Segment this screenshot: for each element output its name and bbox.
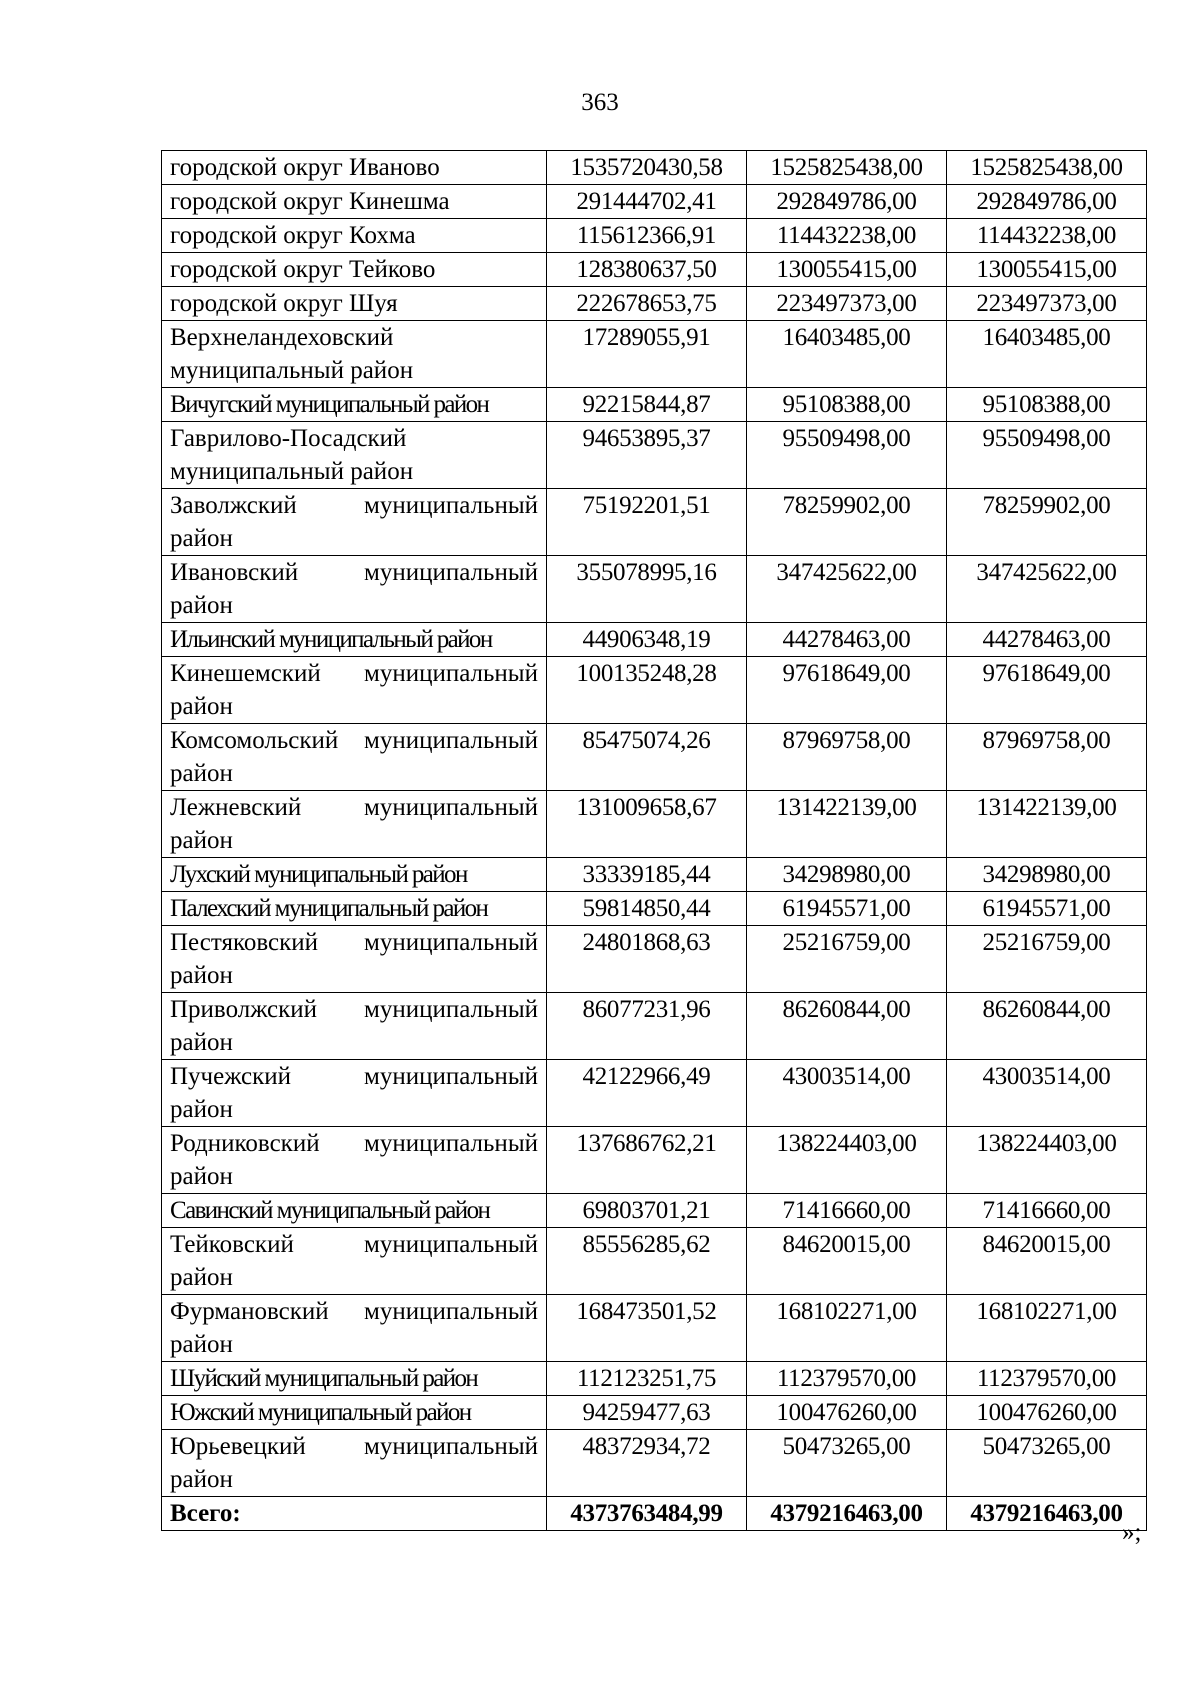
value-2: 138224403,00 (747, 1127, 947, 1194)
table-row (162, 1127, 1147, 1194)
value-3: 100476260,00 (947, 1396, 1147, 1430)
value-1: 128380637,50 (547, 253, 747, 287)
value-1: 112123251,75 (547, 1362, 747, 1396)
municipality-name: городской округ Тейково (162, 253, 547, 287)
value-2: 95509498,00 (747, 422, 947, 489)
value-3: 43003514,00 (947, 1060, 1147, 1127)
table-row (162, 791, 1147, 858)
table-row (162, 422, 1147, 489)
value-1: 291444702,41 (547, 185, 747, 219)
value-1: 85475074,26 (547, 724, 747, 791)
table-row (162, 1396, 1147, 1430)
table-row (162, 1194, 1147, 1228)
value-1: 222678653,75 (547, 287, 747, 321)
municipality-name: Савинский муниципальный район (162, 1194, 547, 1228)
value-3: 223497373,00 (947, 287, 1147, 321)
value-2: 114432238,00 (747, 219, 947, 253)
municipality-name: Лухский муниципальный район (162, 858, 547, 892)
value-2: 16403485,00 (747, 321, 947, 388)
table-row (162, 388, 1147, 422)
page-number: 363 (581, 89, 619, 116)
table-row (162, 253, 1147, 287)
value-2: 44278463,00 (747, 623, 947, 657)
value-2: 95108388,00 (747, 388, 947, 422)
value-2: 168102271,00 (747, 1295, 947, 1362)
value-2: 97618649,00 (747, 657, 947, 724)
closing-quote-mark: »; (1122, 1519, 1142, 1546)
value-3: 25216759,00 (947, 926, 1147, 993)
municipality-name: Ивановский муниципальный район (162, 556, 547, 623)
value-2: 223497373,00 (747, 287, 947, 321)
municipality-name: Юрьевецкий муниципальный район (162, 1430, 547, 1497)
value-3: 130055415,00 (947, 253, 1147, 287)
table-row (162, 657, 1147, 724)
value-2: 78259902,00 (747, 489, 947, 556)
value-1: 75192201,51 (547, 489, 747, 556)
table-row (162, 287, 1147, 321)
municipality-name: Заволжский муниципальный район (162, 489, 547, 556)
table-row (162, 489, 1147, 556)
value-2: 130055415,00 (747, 253, 947, 287)
value-3: 97618649,00 (947, 657, 1147, 724)
value-1: 42122966,49 (547, 1060, 747, 1127)
municipality-name: Верхнеландеховский муниципальный район (162, 321, 547, 388)
value-3: 292849786,00 (947, 185, 1147, 219)
municipality-name: Ильинский муниципальный район (162, 623, 547, 657)
value-1: 137686762,21 (547, 1127, 747, 1194)
table-row (162, 1295, 1147, 1362)
value-2: 43003514,00 (747, 1060, 947, 1127)
municipality-name: Комсомольский муниципальный район (162, 724, 547, 791)
municipality-name: городской округ Кохма (162, 219, 547, 253)
value-1: 85556285,62 (547, 1228, 747, 1295)
value-1: 24801868,63 (547, 926, 747, 993)
table-row (162, 858, 1147, 892)
municipality-name: Шуйский муниципальный район (162, 1362, 547, 1396)
municipality-name: Вичугский муниципальный район (162, 388, 547, 422)
value-2: 34298980,00 (747, 858, 947, 892)
municipality-name: Тейковский муниципальный район (162, 1228, 547, 1295)
municipality-name: Родниковский муниципальный район (162, 1127, 547, 1194)
municipality-name: Южский муниципальный район (162, 1396, 547, 1430)
value-1: 33339185,44 (547, 858, 747, 892)
table-row (162, 151, 1147, 185)
total-value-1: 4373763484,99 (547, 1497, 747, 1531)
value-1: 92215844,87 (547, 388, 747, 422)
value-2: 112379570,00 (747, 1362, 947, 1396)
value-3: 16403485,00 (947, 321, 1147, 388)
total-value-2: 4379216463,00 (747, 1497, 947, 1531)
value-2: 61945571,00 (747, 892, 947, 926)
value-3: 95108388,00 (947, 388, 1147, 422)
value-1: 1535720430,58 (547, 151, 747, 185)
municipality-name: городской округ Кинешма (162, 185, 547, 219)
value-2: 100476260,00 (747, 1396, 947, 1430)
value-2: 1525825438,00 (747, 151, 947, 185)
value-1: 115612366,91 (547, 219, 747, 253)
table-row (162, 926, 1147, 993)
table-row (162, 623, 1147, 657)
value-3: 44278463,00 (947, 623, 1147, 657)
table-row (162, 993, 1147, 1060)
value-2: 71416660,00 (747, 1194, 947, 1228)
total-row (162, 1497, 1147, 1531)
table-row (162, 185, 1147, 219)
value-2: 87969758,00 (747, 724, 947, 791)
municipality-name: Пестяковский муниципальный район (162, 926, 547, 993)
municipality-name: городской округ Иваново (162, 151, 547, 185)
value-3: 86260844,00 (947, 993, 1147, 1060)
value-3: 112379570,00 (947, 1362, 1147, 1396)
table-row (162, 1060, 1147, 1127)
value-1: 100135248,28 (547, 657, 747, 724)
municipality-name: городской округ Шуя (162, 287, 547, 321)
value-3: 50473265,00 (947, 1430, 1147, 1497)
table-row (162, 321, 1147, 388)
value-1: 17289055,91 (547, 321, 747, 388)
municipality-name: Палехский муниципальный район (162, 892, 547, 926)
value-3: 71416660,00 (947, 1194, 1147, 1228)
value-3: 114432238,00 (947, 219, 1147, 253)
table-row (162, 1362, 1147, 1396)
value-3: 34298980,00 (947, 858, 1147, 892)
value-1: 69803701,21 (547, 1194, 747, 1228)
value-2: 25216759,00 (747, 926, 947, 993)
table-row (162, 1228, 1147, 1295)
value-1: 131009658,67 (547, 791, 747, 858)
total-value-3: 4379216463,00 (947, 1497, 1147, 1531)
value-3: 168102271,00 (947, 1295, 1147, 1362)
table-row (162, 892, 1147, 926)
value-2: 50473265,00 (747, 1430, 947, 1497)
total-label: Всего: (162, 1497, 547, 1531)
table-row (162, 724, 1147, 791)
table-row (162, 219, 1147, 253)
value-3: 84620015,00 (947, 1228, 1147, 1295)
value-3: 61945571,00 (947, 892, 1147, 926)
value-3: 347425622,00 (947, 556, 1147, 623)
municipality-name: Пучежский муниципальный район (162, 1060, 547, 1127)
value-3: 78259902,00 (947, 489, 1147, 556)
value-3: 131422139,00 (947, 791, 1147, 858)
value-1: 86077231,96 (547, 993, 747, 1060)
value-1: 44906348,19 (547, 623, 747, 657)
municipality-name: Лежневский муниципальный район (162, 791, 547, 858)
value-3: 95509498,00 (947, 422, 1147, 489)
value-1: 168473501,52 (547, 1295, 747, 1362)
table-body (162, 151, 1147, 1497)
municipality-name: Кинешемский муниципальный район (162, 657, 547, 724)
value-3: 138224403,00 (947, 1127, 1147, 1194)
table-row (162, 556, 1147, 623)
value-2: 84620015,00 (747, 1228, 947, 1295)
value-3: 1525825438,00 (947, 151, 1147, 185)
value-1: 59814850,44 (547, 892, 747, 926)
table-row (162, 1430, 1147, 1497)
value-3: 87969758,00 (947, 724, 1147, 791)
value-1: 94653895,37 (547, 422, 747, 489)
value-1: 355078995,16 (547, 556, 747, 623)
budget-table (161, 150, 1147, 1531)
value-2: 347425622,00 (747, 556, 947, 623)
municipality-name: Фурмановский муниципальный район (162, 1295, 547, 1362)
municipality-name: Гаврилово-Посадский муниципальный район (162, 422, 547, 489)
value-2: 131422139,00 (747, 791, 947, 858)
municipality-name: Приволжский муниципальный район (162, 993, 547, 1060)
value-2: 292849786,00 (747, 185, 947, 219)
value-2: 86260844,00 (747, 993, 947, 1060)
value-1: 48372934,72 (547, 1430, 747, 1497)
value-1: 94259477,63 (547, 1396, 747, 1430)
